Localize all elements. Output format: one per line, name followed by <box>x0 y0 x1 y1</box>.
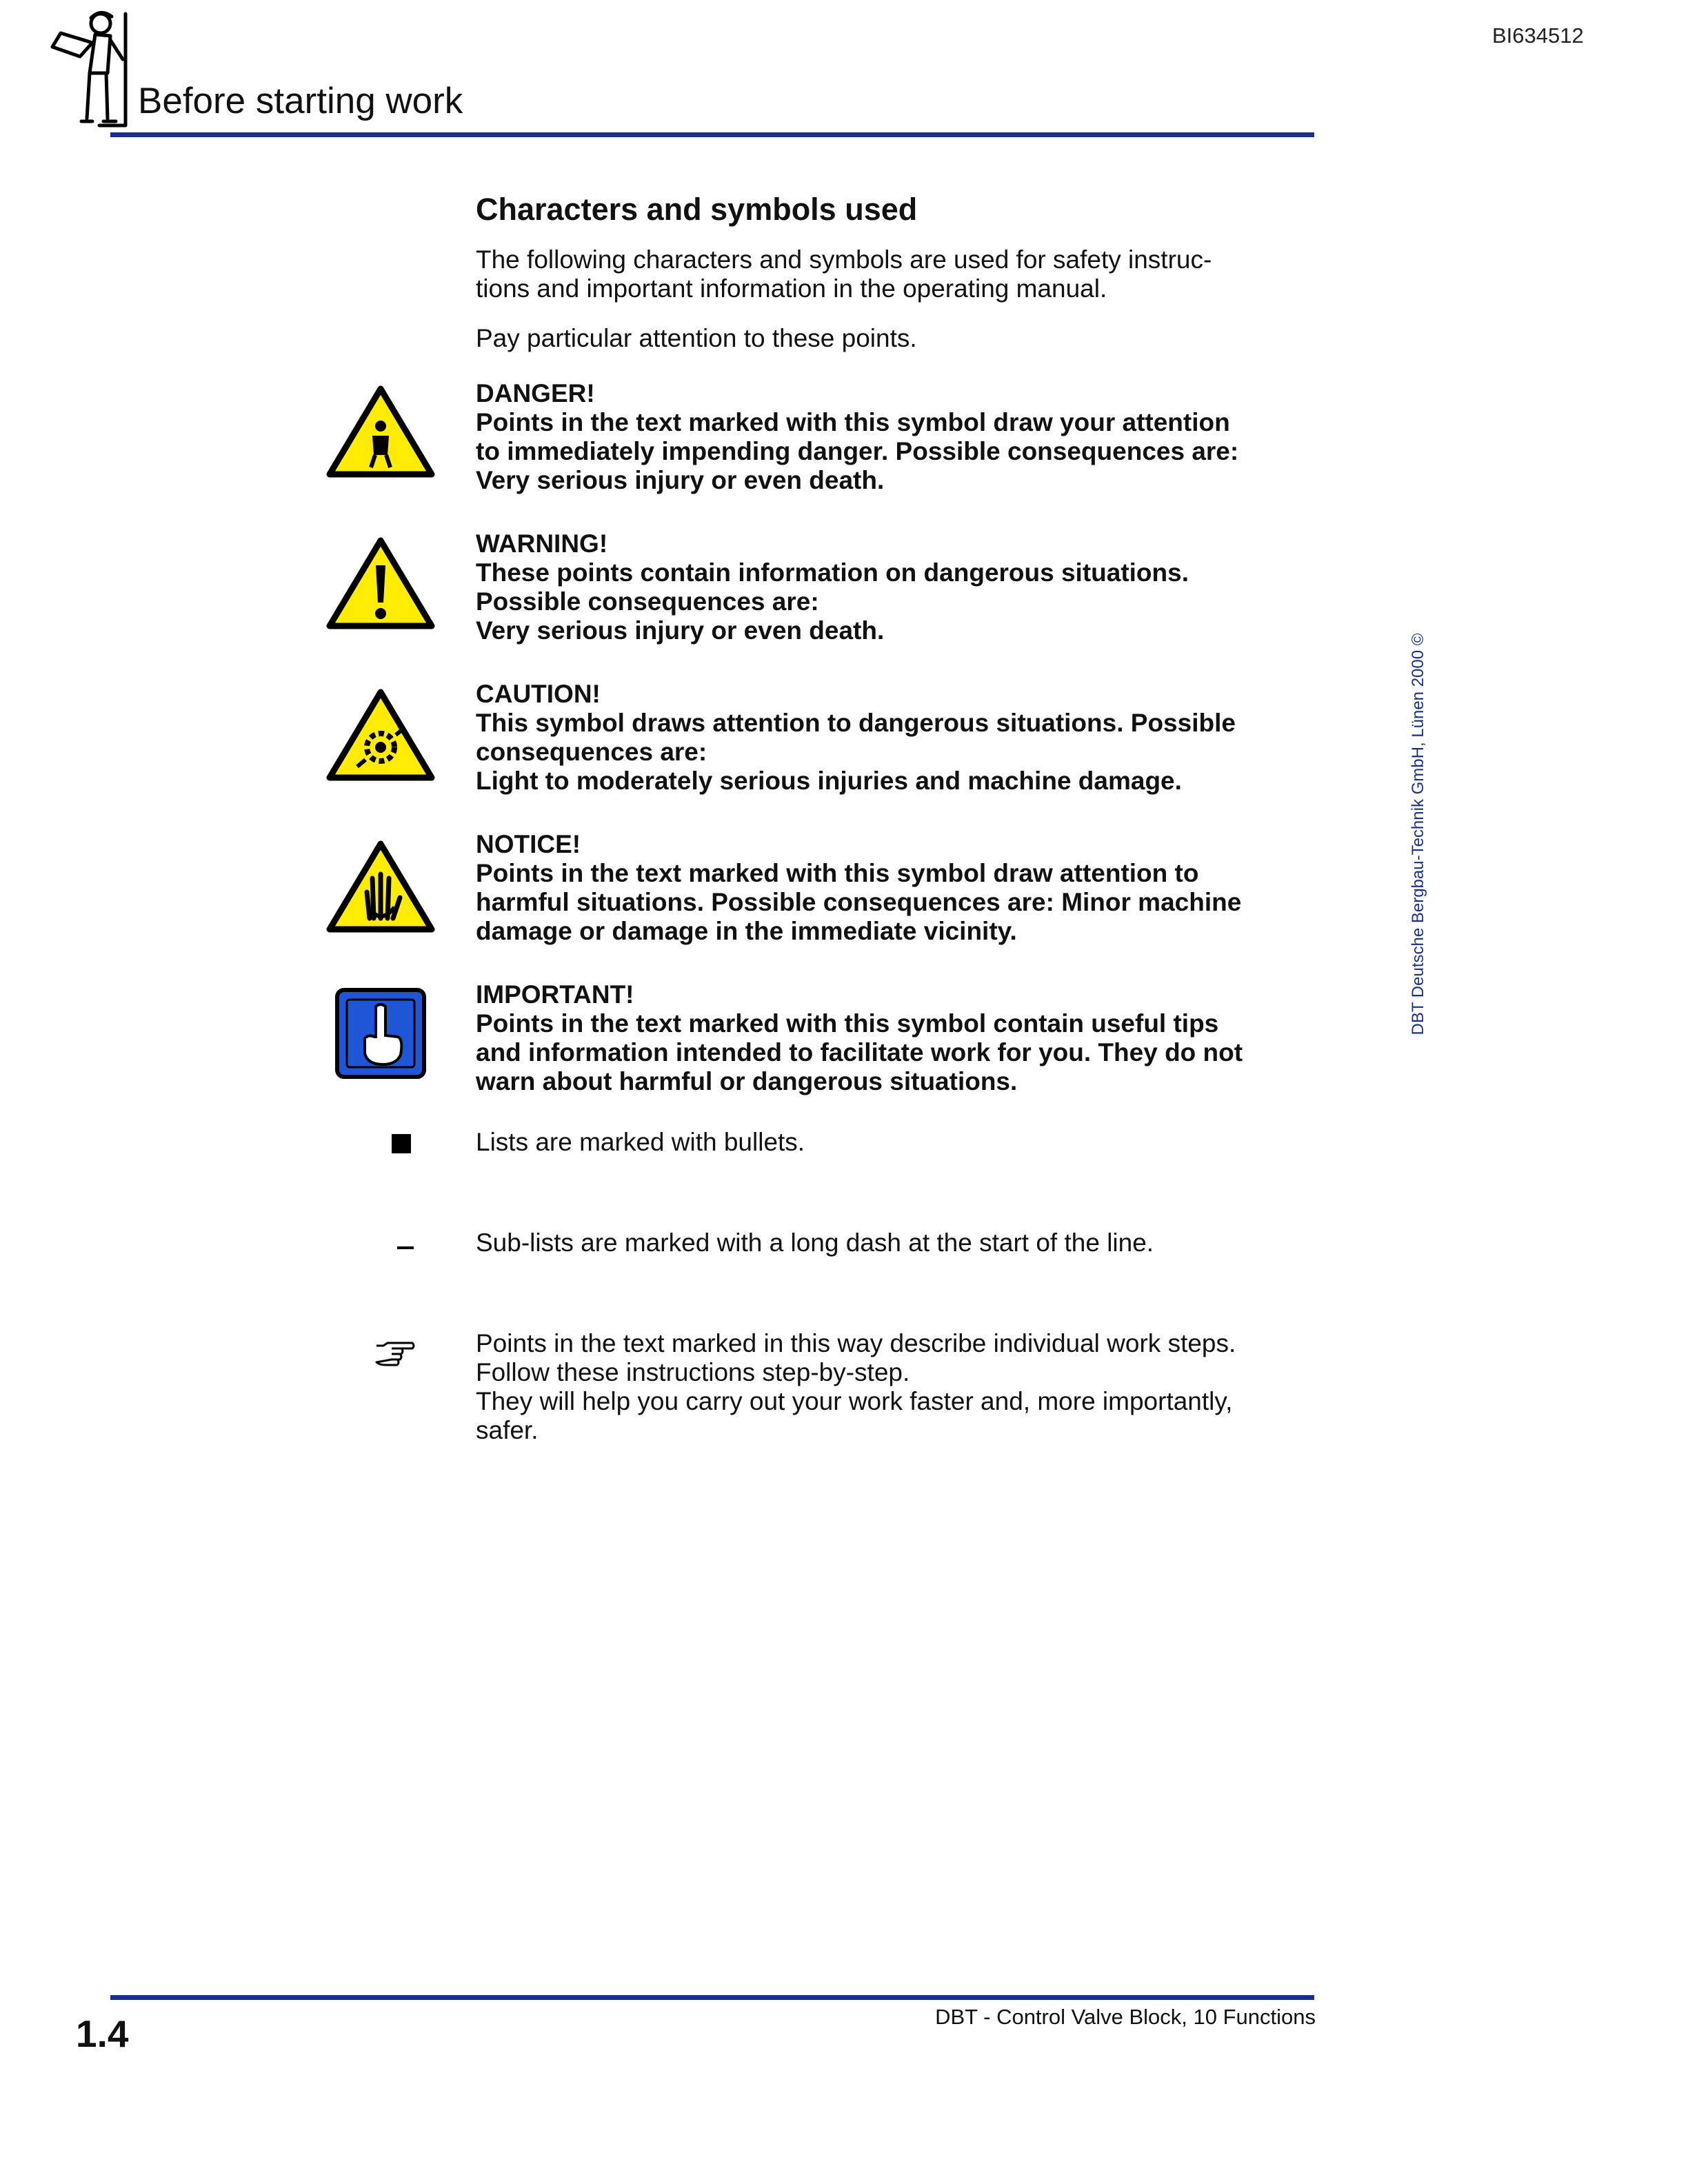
notice-text: Points in the text marked with this symbol draw attention to harmful situations. Possible consequences are: Minor machine damage or damage in the immediate vicinity. <box>476 859 1242 945</box>
caution-gear-triangle-icon <box>324 687 437 785</box>
bullet-square-icon <box>392 1134 411 1153</box>
danger-text: Points in the text marked with this symbol draw your attention to immediately impending danger. Possible consequences are: Very serious injury or even death. <box>476 408 1239 494</box>
footer-rule <box>110 1995 1314 2000</box>
header-rule <box>110 132 1314 137</box>
footer-title: DBT - Control Valve Block, 10 Functions <box>935 2005 1316 2029</box>
notice-label: NOTICE! <box>476 830 581 858</box>
notice-hand-triangle-icon <box>324 838 437 936</box>
copyright-notice: DBT Deutsche Bergbau-Technik GmbH, Lünen 2000 © <box>1409 633 1427 1035</box>
warning-text: These points contain information on dangerous situations. Possible consequences are: Very serious injury or even death. <box>476 558 1189 645</box>
important-label: IMPORTANT! <box>476 980 634 1009</box>
attention-paragraph: Pay particular attention to these points. <box>476 324 917 352</box>
caution-label: CAUTION! <box>476 680 601 708</box>
document-code: BI634512 <box>1492 23 1584 48</box>
important-pointing-finger-icon <box>334 987 427 1080</box>
warning-exclamation-triangle-icon <box>324 535 437 633</box>
intro-paragraph: The following characters and symbols are used for safety instruc- tions and important information in the operating manual. <box>476 245 1212 303</box>
danger-person-triangle-icon <box>324 383 437 481</box>
warning-label: WARNING! <box>476 529 608 558</box>
dash-list-text: Sub-lists are marked with a long dash at the start of the line. <box>476 1228 1154 1257</box>
page-header-title: Before starting work <box>138 81 463 121</box>
worker-reading-manual-icon <box>47 4 137 128</box>
caution-text: This symbol draws attention to dangerous situations. Possible consequences are: Light to moderately serious injuries and machine damage. <box>476 709 1236 795</box>
page-number: 1.4 <box>76 2012 129 2055</box>
important-text: Points in the text marked with this symbol contain useful tips and information intended to facilitate work for you. They do not warn about harmful or dangerous situations. <box>476 1009 1243 1095</box>
pointing-hand-icon <box>374 1339 415 1369</box>
dash-icon <box>397 1246 414 1249</box>
bullet-list-text: Lists are marked with bullets. <box>476 1128 805 1156</box>
work-steps-text: Points in the text marked in this way describe individual work steps. Follow these instructions step-by-step. They will help you carry out your work faster and, more importantly, safer. <box>476 1329 1236 1444</box>
danger-label: DANGER! <box>476 379 595 407</box>
section-title: Characters and symbols used <box>476 192 918 227</box>
